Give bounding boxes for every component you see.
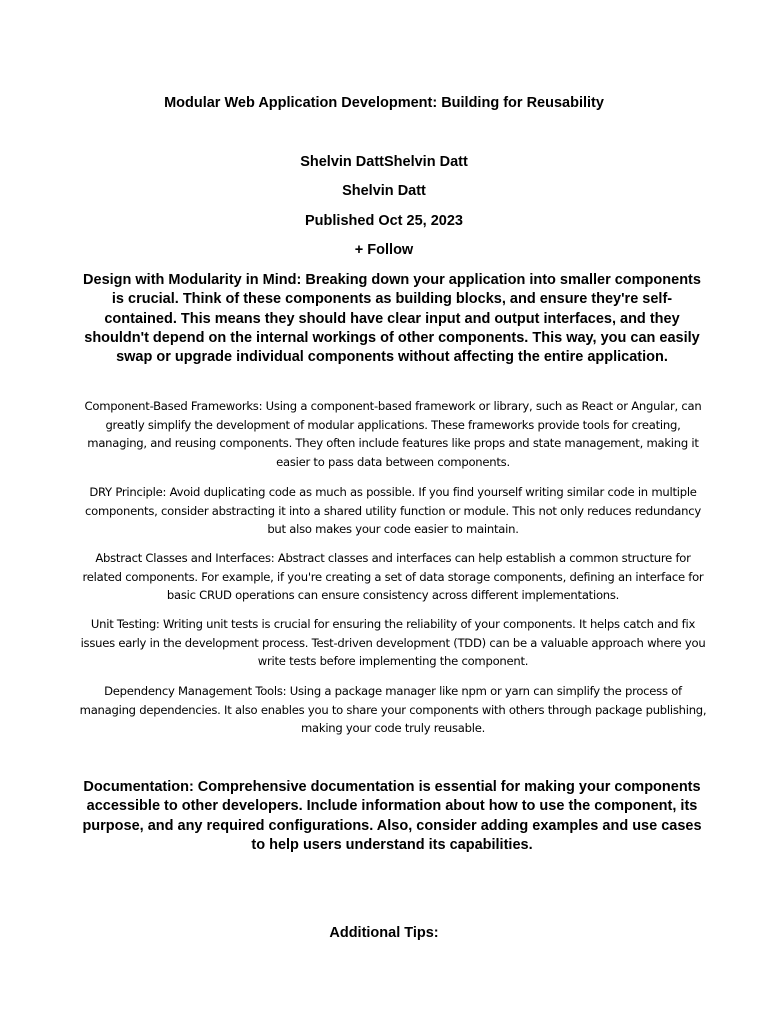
paragraph-dry-principle: DRY Principle: Avoid duplicating code as much as possible. If you find yourself writing similar code in multiple components, consider abstracting it into a shared utility function or module. This not only reduces redundancy but also makes your code easier to maintain. — [85, 485, 701, 536]
document-title: Modular Web Application Development: Building for Reusability — [164, 95, 604, 111]
paragraph-unit-testing: Unit Testing: Writing unit tests is crucial for ensuring the reliability of your components. It helps catch and fix issues early in the development process. Test-driven development (TDD) can be a valuable approach where you write tests before implementing the component. — [80, 617, 706, 668]
published-date: Published Oct 25, 2023 — [305, 213, 463, 229]
paragraph-abstract-classes: Abstract Classes and Interfaces: Abstract classes and interfaces can help establish a common structure for related components. For example, if you're creating a set of data storage components, defining an interface for basic CRUD operations can ensure consistency across different implementations. — [82, 551, 704, 602]
paragraph-dependency-management: Dependency Management Tools: Using a package manager like npm or yarn can simplify the process of managing dependencies. It also enables you to share your components with others through package publishing, making your code truly reusable. — [79, 684, 707, 735]
author-name-secondary: Shelvin Datt — [342, 183, 426, 199]
paragraph-component-frameworks: Component-Based Frameworks: Using a component-based framework or library, such as React or Angular, can greatly simplify the development of modular applications. These frameworks provide tools for creating, managing, and reusing components. They often include features like props and state management, making it easier to pass data between components. — [84, 399, 702, 469]
follow-label: + Follow — [354, 242, 414, 258]
author-name: Shelvin DattShelvin Datt — [300, 154, 468, 170]
intro-paragraph: Design with Modularity in Mind: Breaking down your application into smaller components is crucial. Think of these components as building blocks, and ensure they're self-contained. This means they should have clear input and output interfaces, and they shouldn't depend on the internal workings of other components. This way, you can easily swap or upgrade individual components without affecting the entire application. — [83, 272, 701, 366]
documentation-paragraph: Documentation: Comprehensive documentation is essential for making your components accessible to other developers. Include information about how to use the component, its purpose, and any required configurations. Also, consider adding examples and use cases to help users understand its capabilities. — [82, 779, 702, 853]
additional-tips-heading: Additional Tips: — [329, 925, 439, 941]
